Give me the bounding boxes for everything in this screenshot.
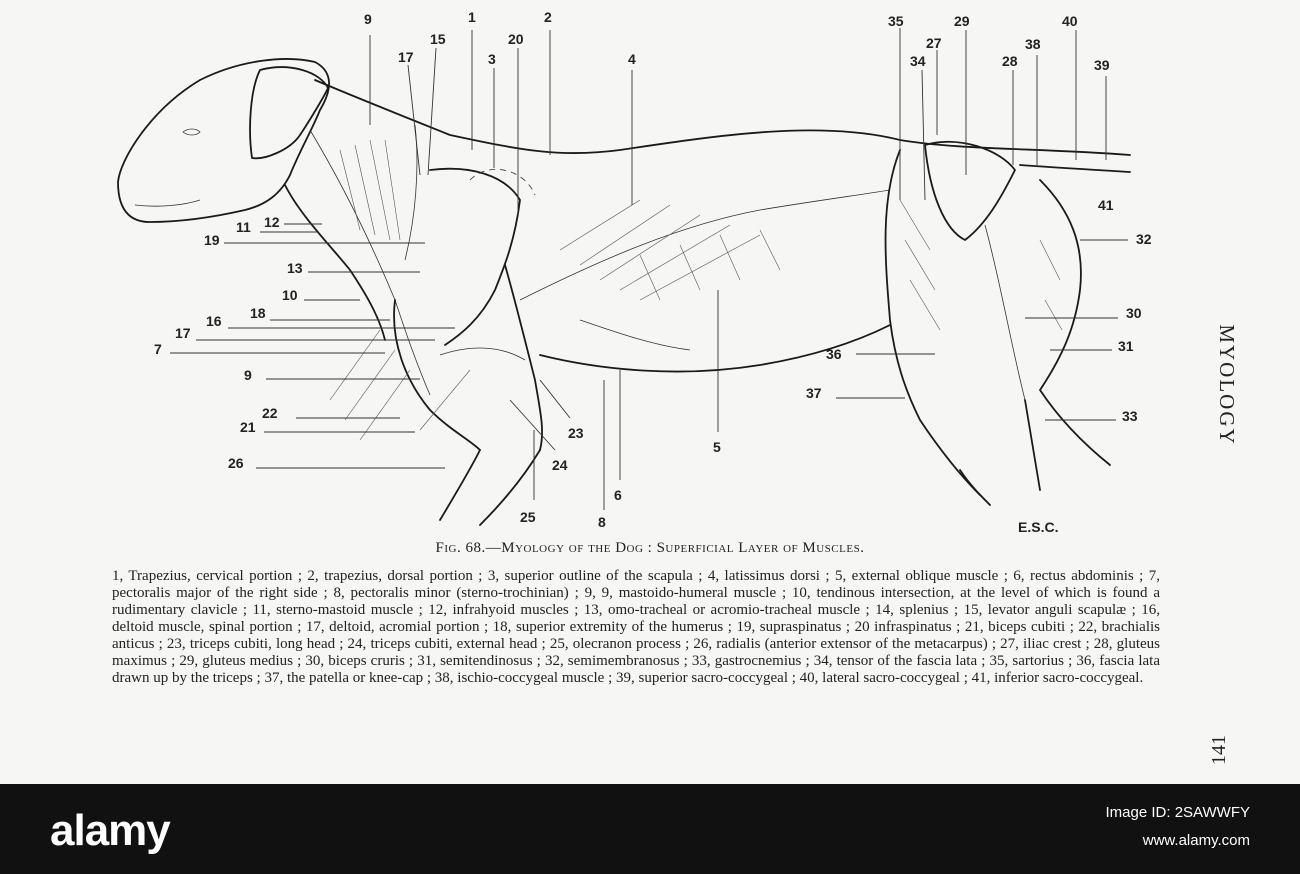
label-17-left: 17 — [175, 325, 191, 341]
hindleg-back-outline — [1040, 180, 1110, 465]
label-1: 1 — [468, 9, 476, 25]
label-20: 20 — [508, 31, 524, 47]
foreleg-front-outline — [394, 300, 480, 450]
label-35: 35 — [888, 13, 904, 29]
label-28: 28 — [1002, 53, 1018, 69]
label-6: 6 — [614, 487, 622, 503]
label-30: 30 — [1126, 305, 1142, 321]
label-22: 22 — [262, 405, 278, 421]
label-33: 33 — [1122, 408, 1138, 424]
label-7: 7 — [154, 341, 162, 357]
label-9-bottom: 9 — [244, 367, 252, 383]
label-16: 16 — [206, 313, 222, 329]
label-15: 15 — [430, 31, 446, 47]
label-40: 40 — [1062, 13, 1078, 29]
label-18: 18 — [250, 305, 266, 321]
label-8: 8 — [598, 514, 606, 530]
label-3: 3 — [488, 51, 496, 67]
watermark-url: www.alamy.com — [1142, 832, 1250, 849]
hindleg-outline — [886, 150, 980, 495]
watermark-banner — [0, 784, 1300, 874]
humerus-outline — [440, 348, 525, 360]
label-31: 31 — [1118, 338, 1134, 354]
image-id-text: Image ID: 2SAWWFY — [1105, 804, 1250, 821]
label-10: 10 — [282, 287, 298, 303]
alamy-logo: alamy — [50, 806, 170, 855]
label-17-top: 17 — [398, 49, 414, 65]
label-32: 32 — [1136, 231, 1152, 247]
label-27: 27 — [926, 35, 942, 51]
label-21: 21 — [240, 419, 256, 435]
label-25: 25 — [520, 509, 536, 525]
label-29: 29 — [954, 13, 970, 29]
label-12: 12 — [264, 214, 280, 230]
dog-mouth-line — [135, 200, 200, 206]
dog-illustration — [118, 59, 1130, 525]
mastoido-humeral-band — [310, 130, 430, 395]
label-34: 34 — [910, 53, 926, 69]
figure-legend: 1, Trapezius, cervical portion ; 2, trapezius, dorsal portion ; 3, superior outline of the scapula ; 4, latissimus dorsi ; 5, external oblique muscle ; 6, rectus abdominis ; 7, pectoralis major of the right side ; 8, pectoralis minor (sterno-trochinian) ; 9, 9, mastoido-humeral muscle ; 10, tendinous intersection, at the level of which is found a rudimentary clavicle ; 11, sterno-mastoid muscle ; 12, infrahyoid muscles ; 13, omo-tracheal or acromio-tracheal muscle ; 14, splenius ; 15, levator anguli scapulæ ; 16, deltoid muscle, spinal portion ; 17, deltoid, acromial portion ; 18, superior extremity of the humerus ; 19, supraspinatus ; 20 infraspinatus ; 21, biceps cubiti ; 22, brachialis anticus ; 23, triceps cubiti, long head ; 24, triceps cubiti, external head ; 25, olecranon process ; 26, radialis (anterior extensor of the metacarpus) ; 27, iliac crest ; 28, gluteus maximus ; 29, gluteus medius ; 30, biceps cruris ; 31, semitendinosus ; 32, semimembranosus ; 33, gastrocnemius ; 34, tensor of the fascia lata ; 35, sartorius ; 36, fascia lata drawn up by the triceps ; 37, the patella or knee-cap ; 38, ischio-coccygeal muscle ; 39, superior sacro-coccygeal ; 40, lateral sacro-coccygeal ; 41, inferior sacro-coccygeal. — [112, 568, 1160, 686]
label-11: 11 — [236, 219, 251, 235]
muscle-fibers — [330, 140, 1062, 440]
hindpaw-outline — [960, 400, 1040, 505]
artist-signature: E.S.C. — [1018, 519, 1059, 535]
label-41: 41 — [1098, 197, 1114, 213]
running-head — [1205, 320, 1245, 450]
gluteus-outline — [925, 142, 1015, 240]
thigh-muscle-line — [985, 225, 1025, 400]
dog-eye — [183, 129, 200, 135]
label-37: 37 — [806, 385, 822, 401]
running-head-text: MYOLOGY — [1215, 324, 1240, 446]
label-39: 39 — [1094, 57, 1110, 73]
dog-back-outline — [315, 80, 1130, 155]
neck-muscle-edge — [405, 125, 417, 260]
figure-labels — [154, 9, 1152, 535]
label-9-top: 9 — [364, 11, 372, 27]
label-23: 23 — [568, 425, 584, 441]
figure-caption-title: Fig. 68.—Myology of the Dog : Superficial Layer of Muscles. — [435, 540, 865, 556]
page-number: 141 — [1208, 735, 1230, 765]
scapula-outline — [430, 169, 520, 345]
latissimus-edge — [520, 190, 890, 300]
label-5: 5 — [713, 439, 721, 455]
label-13: 13 — [287, 260, 303, 276]
label-24: 24 — [552, 457, 568, 473]
label-19: 19 — [204, 232, 220, 248]
dog-tail-outline — [1020, 165, 1130, 172]
label-26: 26 — [228, 455, 244, 471]
label-4: 4 — [628, 51, 636, 67]
foreleg-back-outline — [505, 265, 542, 450]
label-38: 38 — [1025, 36, 1041, 52]
dog-head-outline — [118, 59, 329, 222]
label-2: 2 — [544, 9, 552, 25]
label-36: 36 — [826, 346, 842, 362]
rectus-abdominis-edge — [580, 320, 690, 350]
